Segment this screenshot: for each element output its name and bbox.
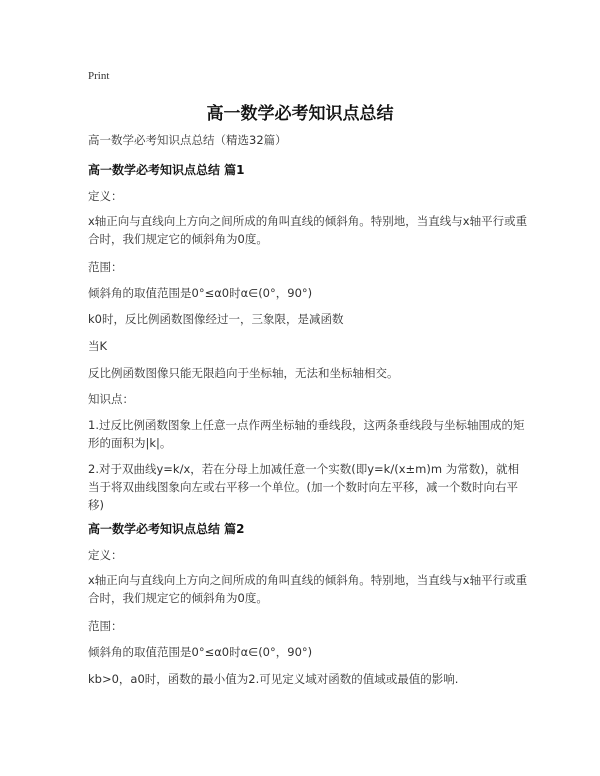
document-title: 高一数学必考知识点总结: [206, 104, 394, 124]
paragraph: k0时，反比例函数图像经过一，三象限，是减函数: [88, 312, 344, 326]
paragraph: 1.过反比例函数图象上任意一点作两坐标轴的垂线段，这两条垂线段与坐标轴围成的矩形的面积为|k|。: [88, 418, 525, 450]
paragraph: 当K: [88, 339, 108, 353]
paragraph: 定义：: [88, 189, 123, 203]
paragraph: 知识点：: [88, 392, 134, 406]
paragraph: 范围：: [88, 260, 123, 274]
paragraph: 倾斜角的取值范围是0°≤α0时α∈(0°，90°): [88, 645, 313, 659]
section-heading-2: 高一数学必考知识点总结 篇2: [88, 522, 245, 536]
document-subtitle: 高一数学必考知识点总结（精选32篇）: [88, 133, 287, 147]
paragraph: x轴正向与直线向上方向之间所成的角叫直线的倾斜角。特别地，当直线与x轴平行或重合时，我们规定它的倾斜角为0度。: [88, 214, 528, 246]
section-heading-1: 高一数学必考知识点总结 篇1: [88, 163, 245, 177]
paragraph: 定义：: [88, 548, 123, 562]
paragraph: 2.对于双曲线y=k/x，若在分母上加减任意一个实数(即y=k/(x±m)m 为常数)，就相当于将双曲线图象向左或右平移一个单位。(加一个数时向左平移，减一个数时向右平移): [88, 462, 520, 512]
paragraph: 范围：: [88, 619, 123, 633]
paragraph: x轴正向与直线向上方向之间所成的角叫直线的倾斜角。特别地，当直线与x轴平行或重合时，我们规定它的倾斜角为0度。: [88, 573, 528, 605]
print-link[interactable]: Print: [88, 70, 110, 82]
paragraph: kb>0，a0时，函数的最小值为2.可见定义域对函数的值域或最值的影响.: [88, 672, 459, 686]
paragraph: 反比例函数图像只能无限趋向于坐标轴，无法和坐标轴相交。: [88, 366, 399, 380]
paragraph: 倾斜角的取值范围是0°≤α0时α∈(0°，90°): [88, 286, 313, 300]
